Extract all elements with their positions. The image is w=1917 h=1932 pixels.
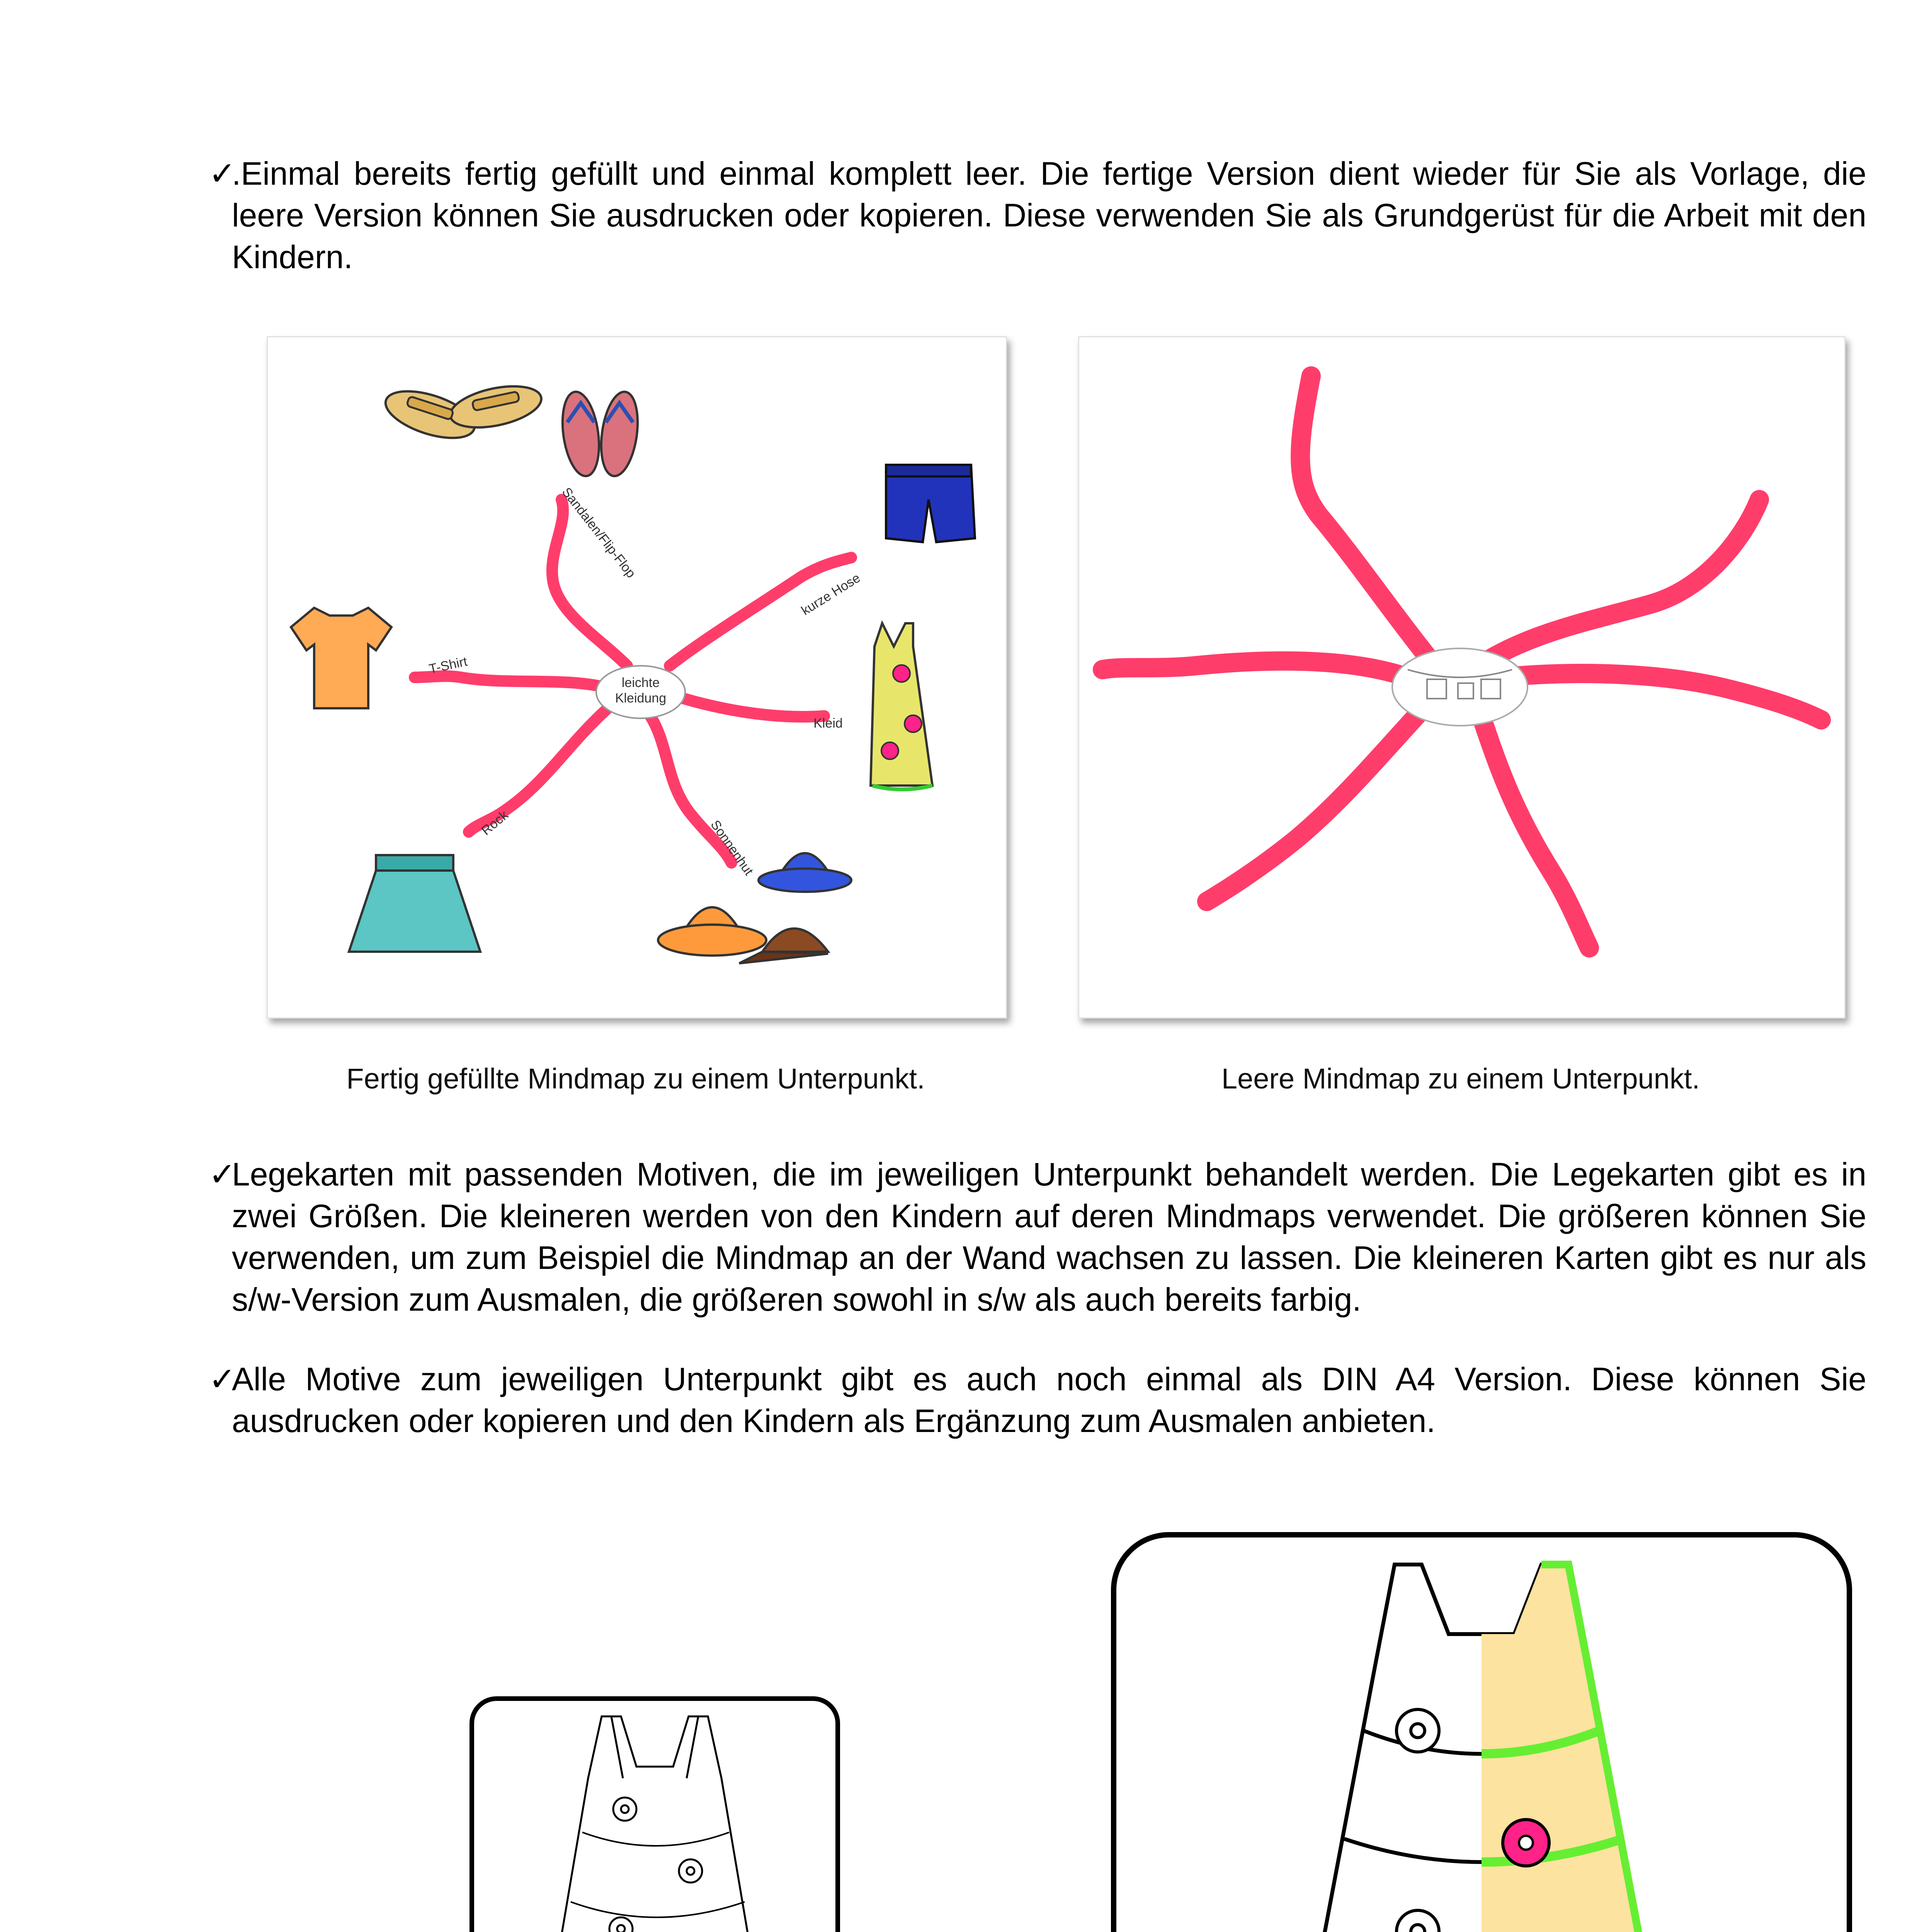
sandals-icon — [380, 379, 545, 447]
bullet-motive — [209, 1358, 1866, 1442]
empty-branch-6 — [1477, 704, 1589, 948]
branch-label-shorts: kurze Hose — [799, 570, 863, 618]
empty-branch-5 — [1207, 704, 1427, 901]
skirt-icon — [349, 855, 480, 952]
empty-branch-1 — [1300, 376, 1435, 666]
large-legekarte — [1111, 1532, 1852, 1932]
sun-hat-icon — [658, 907, 766, 956]
flip-flops-icon — [558, 389, 643, 478]
bullet-text: Legekarten mit passenden Motiven, die im jeweiligen Unterpunkt behandelt werden. Die Legekarten gibt es in zwei Größen. Die kleineren werden von den Kindern auf deren Mindmaps verwendet. Die größeren können Sie verwenden, um zum Beispiel die Mindmap an der Wand wachsen zu lassen. Die kleineren Karten gibt es nur als s/w-Version zum Ausmalen, die größeren sowohl in s/w als auch bereits farbig. — [232, 1156, 1866, 1318]
branch-dress — [677, 697, 824, 717]
branch-label-hat: Sonnenhut — [708, 817, 756, 878]
tshirt-icon — [291, 608, 391, 708]
bullet-legekarten — [209, 1153, 1866, 1320]
bullet-text: Alle Motive zum jeweiligen Unterpunkt gibt es auch noch einmal als DIN A4 Version. Diese können Sie ausdrucken oder kopieren und den Kindern als Ergänzung zum Ausmalen anbieten. — [232, 1361, 1866, 1439]
checkmark-icon: ✓ — [209, 155, 236, 192]
empty-branch-4 — [1500, 673, 1821, 720]
empty-branch-3 — [1102, 661, 1408, 677]
branch-shorts — [670, 558, 851, 666]
branch-skirt — [469, 708, 608, 832]
empty-branch-2 — [1485, 500, 1759, 662]
branch-tshirt — [415, 676, 604, 687]
empty-mindmap-caption: Leere Mindmap zu einem Unterpunkt. — [1221, 1063, 1700, 1095]
filled-mindmap-image — [267, 336, 1007, 1019]
center-label-1: leichte — [621, 675, 660, 690]
shorts-icon — [886, 465, 975, 542]
branch-label-tshirt: T-Shirt — [427, 654, 469, 677]
branch-label-dress: Kleid — [813, 716, 843, 731]
intro-text: .Einmal bereits fertig gefüllt und einmal komplett leer. Die fertige Version dient wieder für Sie als Vorlage, die leere Version können Sie ausdrucken oder kopieren. Diese verwenden Sie als Grundgerüst für die Arbeit mit den Kindern. — [232, 155, 1866, 275]
filled-mindmap-caption: Fertig gefüllte Mindmap zu einem Unterpunkt. — [346, 1063, 925, 1095]
checkmark-icon: ✓ — [209, 1156, 236, 1192]
branch-label-sandals: Sandalen/Flip-Flop — [559, 485, 639, 581]
intro-paragraph — [209, 153, 1866, 278]
bucket-hat-icon — [759, 853, 851, 892]
dress-outline-icon — [549, 1716, 760, 1932]
empty-mindmap-image — [1078, 336, 1846, 1019]
branch-label-skirt: Rock — [478, 808, 511, 838]
empty-center-node — [1392, 648, 1527, 726]
checkmark-icon: ✓ — [209, 1361, 236, 1397]
large-dress-icon — [1283, 1565, 1681, 1932]
center-label-2: Kleidung — [615, 691, 667, 706]
dress-icon — [871, 623, 932, 789]
small-legekarte — [469, 1696, 840, 1932]
